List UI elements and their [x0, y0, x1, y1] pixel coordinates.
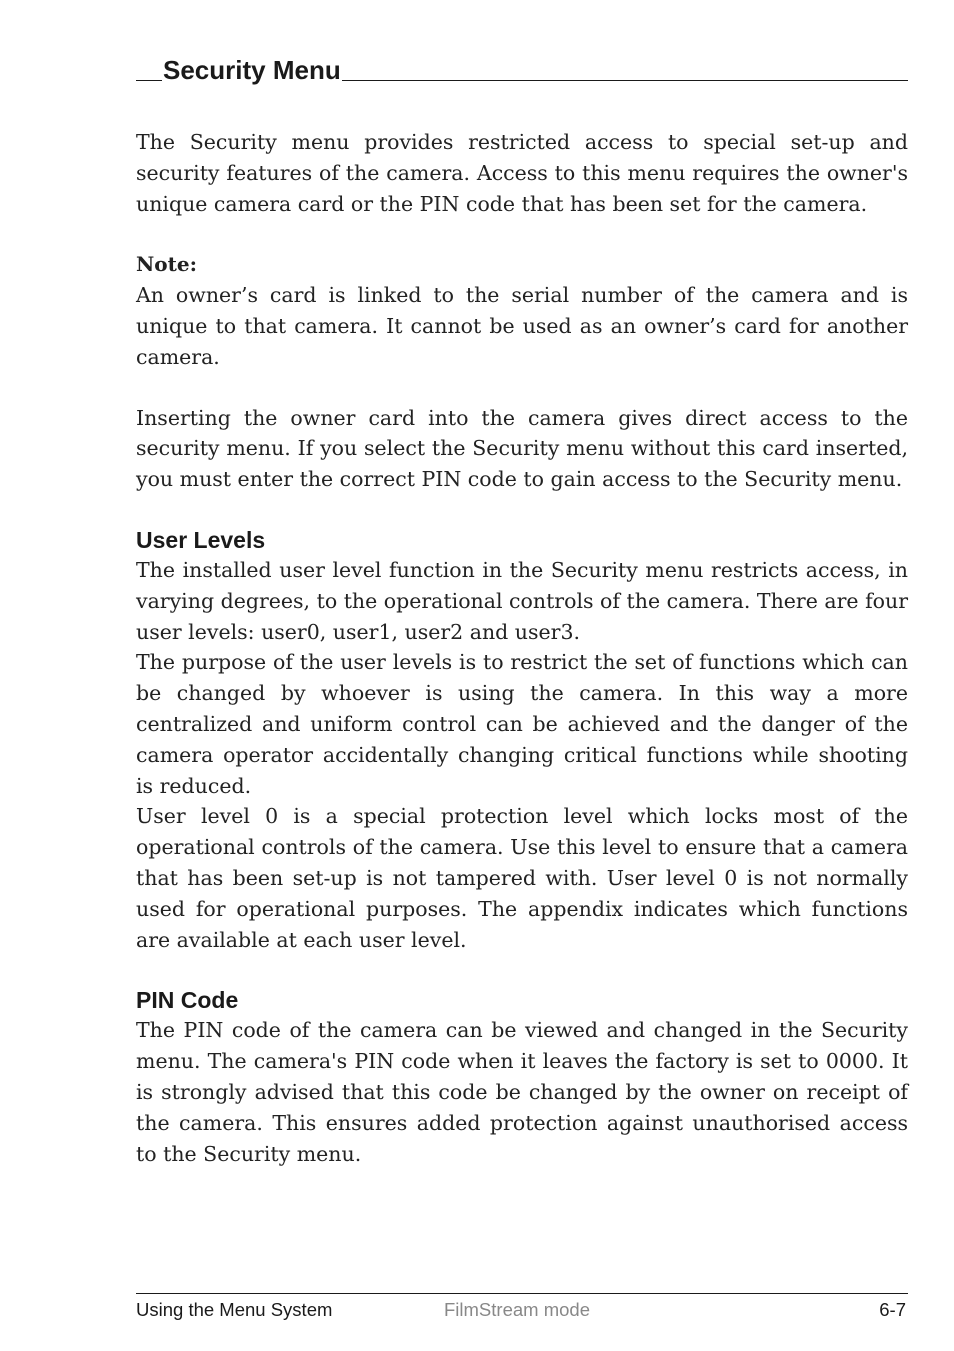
spacer [136, 495, 908, 525]
owner-card-paragraph: Inserting the owner card into the camera gives direct access to the security menu. If you select the Security menu without this card inserted, you must enter the correct PIN code to gain access to the Security menu. [136, 405, 908, 492]
footer-rule [136, 1293, 908, 1294]
footer-mode-label: FilmStream mode [444, 1299, 590, 1320]
title-lead-rule [136, 80, 162, 81]
user-levels-paragraph-1: The installed user level function in the Security menu restricts access, in varying degrees, to the operational controls of the camera. There are four user levels: user0, user1, user2 and user3. [136, 557, 908, 644]
user-levels-paragraph-2: The purpose of the user levels is to restrict the set of functions which can be changed by whoever is using the camera. In this way a more centralized and uniform control can be achieved and the danger of the camera operator accidentally changing critical functions while shooting is reduced. [136, 650, 908, 798]
spacer [136, 373, 908, 403]
footer-page-number: 6-7 [879, 1299, 906, 1320]
pin-code-heading: PIN Code [136, 987, 239, 1014]
page-content [136, 127, 908, 1169]
note-paragraph: An owner’s card is linked to the serial number of the camera and is unique to that camera. It cannot be used as an owner’s card for another camera. [136, 283, 908, 369]
pin-code-paragraph: The PIN code of the camera can be viewed and changed in the Security menu. The camera's PIN code when it leaves the factory is set to 0000. It is strongly advised that this code be changed by the owner on receipt of the camera. This ensures added protection against unauthorised access to the Security menu. [136, 1018, 908, 1166]
spacer [136, 955, 908, 985]
page-footer [136, 1298, 908, 1322]
section-title: Security Menu [163, 55, 341, 85]
intro-paragraph: The Security menu provides restricted access to special set-up and security features of the camera. Access to this menu requires the owner's unique camera card or the PIN code that has been set for the camera. [136, 130, 908, 216]
user-levels-paragraph-3: User level 0 is a special protection level which locks most of the operational controls of the camera. Use this level to ensure that a camera that has been set-up is not tampered with. User level 0 is not normally used for operational purposes. The appendix indicates which functions are available at each user level. [136, 804, 908, 952]
title-trailing-rule [342, 80, 908, 81]
footer-chapter-title: Using the Menu System [136, 1299, 333, 1320]
user-levels-heading: User Levels [136, 526, 266, 553]
note-label: Note: [136, 252, 197, 277]
spacer [136, 219, 908, 249]
manual-page [136, 0, 908, 1351]
section-title-row [136, 52, 908, 84]
